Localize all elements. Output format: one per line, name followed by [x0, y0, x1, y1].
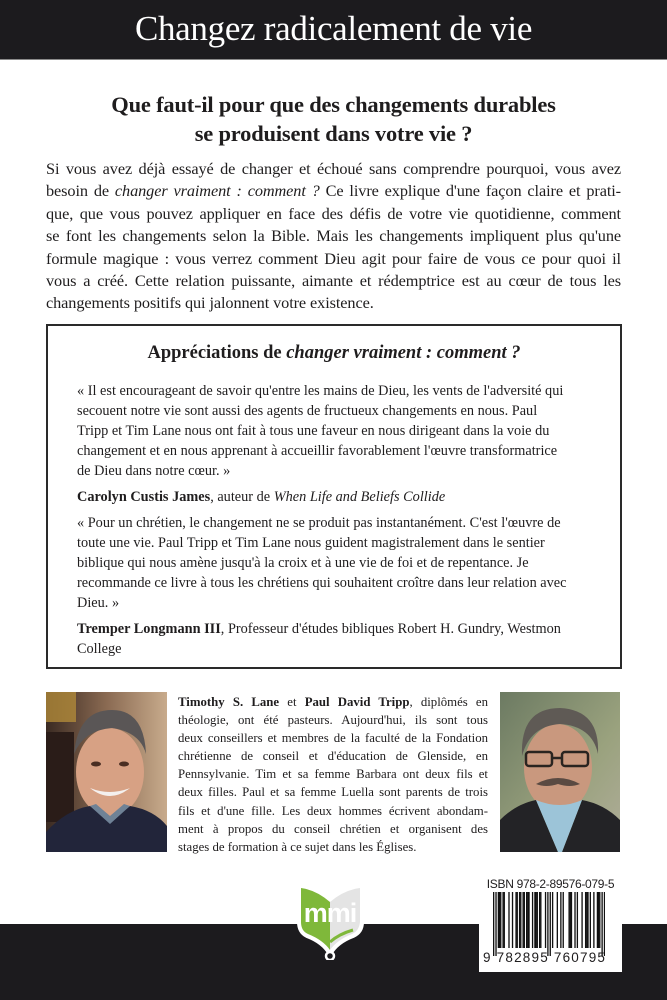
- barcode-bar: [512, 892, 513, 948]
- intro-paragraph: [46, 158, 621, 315]
- intro-line: que, que vous pouvez appliquer en face des défis de votre vie quotidienne, comment: [46, 203, 621, 223]
- barcode-bar: [552, 892, 553, 948]
- review-quote: [77, 513, 597, 659]
- ean-first-digit: 9: [483, 950, 492, 965]
- author-name-lane: Timothy S. Lane: [178, 695, 280, 709]
- barcode-bar: [547, 892, 548, 956]
- barcode-bar: [526, 892, 527, 948]
- barcode-bar: [550, 892, 551, 956]
- review-quote: [77, 381, 597, 507]
- barcode-bar: [508, 892, 509, 948]
- barcode-bar: [524, 892, 525, 948]
- barcode-bar: [571, 892, 572, 948]
- barcode-bar: [540, 892, 541, 948]
- intro-line: Si vous avez déjà essayé de changer et échoué sans comprendre pourquoi, vous avez: [46, 159, 621, 178]
- barcode-bar: [520, 892, 521, 948]
- review-attribution: [77, 487, 597, 507]
- open-book-leaf-icon: [293, 880, 368, 960]
- author-photo-tripp: [500, 692, 620, 852]
- barcode-bar: [537, 892, 538, 948]
- portrait-lane-icon: [46, 692, 167, 852]
- barcode-bar: [597, 892, 598, 948]
- review-line: toute une vie. Paul Tripp et Tim Lane nous guident magistralement dans le sentier: [77, 535, 545, 551]
- bio-text: et: [279, 695, 305, 709]
- barcode-bar: [519, 892, 520, 948]
- headline-line: Que faut-il pour que des changements durables: [111, 92, 556, 117]
- intro-line: formule magique : vous verrez comment Dieu agit pour faire de vous ce pour quoi il: [46, 248, 621, 268]
- review-line: « Pour un chrétien, le changement ne se produit pas instantanément. C'est l'œuvre de: [77, 515, 561, 531]
- barcode-bar: [590, 892, 591, 948]
- barcode-bar: [522, 892, 523, 948]
- bio-line: chrétienne de conseil et d'éducation de Glenside, en: [178, 749, 488, 764]
- reviewer-work: When Life and Beliefs Collide: [273, 489, 446, 505]
- publisher-logo: [293, 880, 368, 960]
- barcode-bar: [587, 892, 588, 948]
- cover-title: Changez radicalement de vie: [134, 9, 533, 48]
- barcode-bar: [539, 892, 540, 948]
- barcode-bar: [498, 892, 499, 948]
- ean-left-group: 782895: [496, 950, 549, 965]
- barcode-bar: [568, 892, 569, 948]
- headline: [40, 90, 627, 148]
- authors-bio: [178, 693, 488, 856]
- review-line: changement et en nous apprenant à accueillir favorablement l'œuvre transformatrice: [77, 443, 558, 459]
- barcode-bar: [560, 892, 561, 948]
- bio-line: deux filles. Paul et sa femme Luella sont parents de trois: [178, 785, 488, 800]
- reviewer-name: Tremper Longmann III: [77, 621, 221, 637]
- review-line: Tripp et Tim Lane nous ont fait à tous une faveur en nous dirigeant dans la voie du: [77, 423, 550, 439]
- review-line: biblique qui nous amène jusqu'à la croix et à une vie de foi et de repentance. Je: [77, 555, 529, 571]
- bio-line: théologie, ont été pasteurs. Aujourd'hui, ils sont tous: [178, 713, 488, 728]
- top-title-band: [0, 0, 667, 60]
- bio-line: fils et d'une fille. Les deux hommes écrivent abondam-: [178, 803, 488, 818]
- bio-text: , diplômés en: [409, 695, 489, 709]
- barcode-bar: [502, 892, 503, 948]
- book-title-italic: changer vraiment : comment ?: [114, 181, 320, 201]
- reviewer-name: Carolyn Custis James: [77, 489, 211, 505]
- review-line: secouent notre vie sont aussi des agents de fructueux changements en nous. Paul: [77, 403, 538, 419]
- barcode-bar: [545, 892, 546, 948]
- intro-line: vous a créé. Cette relation puissante, aimante et rédemptrice est au cœur de tous les: [46, 271, 621, 291]
- barcode-bar: [504, 892, 505, 948]
- reviews-title: [48, 343, 620, 364]
- barcode-bar: [500, 892, 501, 948]
- barcode-bar: [598, 892, 599, 948]
- review-line: « Il est encourageant de savoir qu'entre les mains de Dieu, les vents de l'adversité qui: [77, 383, 564, 399]
- review-attribution: [77, 619, 597, 659]
- barcode-bar: [585, 892, 586, 948]
- barcode-bar: [535, 892, 536, 948]
- bio-line: deux conseillers et membres de la faculté de la Fondation: [178, 731, 488, 746]
- barcode-bar: [499, 892, 500, 948]
- barcode-bar: [586, 892, 587, 948]
- barcode-bar: [574, 892, 575, 948]
- barcode-bar: [493, 892, 494, 956]
- author-photo-lane: [46, 692, 167, 852]
- isbn-label: ISBN 978-2-89576-079-5: [486, 877, 615, 891]
- barcode-bars: [493, 892, 605, 956]
- bio-line: [178, 693, 488, 711]
- ean-digits: [483, 950, 621, 965]
- author-name-tripp: Paul David Tripp: [304, 695, 410, 709]
- barcode-bar: [581, 892, 582, 948]
- barcode-bar: [557, 892, 558, 948]
- intro-line: besoin de changer vraiment : comment ? Ce livre explique d'une façon claire et prati-: [46, 181, 621, 201]
- barcode-bar: [593, 892, 594, 948]
- review-line: recommande ce livre à tous les chrétiens qui souhaitent croître dans leur relation avec: [77, 575, 567, 591]
- portrait-tripp-icon: [500, 692, 620, 852]
- bio-line: Pennsylvanie. Tim et sa femme Barbara ont deux fils et: [178, 767, 488, 782]
- reviews-box: [46, 324, 622, 669]
- reviewer-role: , auteur de: [210, 489, 274, 505]
- barcode-bar: [534, 892, 535, 948]
- reviewer-role: , Professeur d'études bibliques Robert H. Gundry, Westmon: [220, 621, 561, 637]
- barcode-bar: [495, 892, 496, 956]
- barcode-bar: [527, 892, 528, 948]
- reviews-title-book: changer vraiment : comment ?: [286, 343, 521, 363]
- barcode-bar: [601, 892, 602, 956]
- review-line: de Dieu dans notre cœur. »: [77, 463, 231, 479]
- isbn-barcode: [479, 872, 622, 972]
- barcode-bar: [599, 892, 600, 948]
- svg-text:mmi: mmi: [303, 898, 357, 928]
- intro-line: changements positifs qui jalonnent votre existence.: [46, 293, 374, 313]
- bio-line: stages de formation à ce sujet dans les Églises.: [178, 839, 417, 854]
- intro-line: se font les changements selon la Bible. Mais les changements impliquent plus qu'une: [46, 226, 621, 246]
- reviewer-role-line: College: [77, 641, 122, 657]
- bio-line: ment à propos du conseil chrétien et organisent des: [178, 821, 488, 836]
- barcode-bar: [532, 892, 533, 948]
- review-line: Dieu. »: [77, 595, 120, 611]
- barcode-bar: [563, 892, 564, 948]
- barcode-bar: [528, 892, 529, 948]
- barcode-bar: [515, 892, 516, 948]
- headline-line: se produisent dans votre vie ?: [194, 121, 473, 146]
- reviews-title-prefix: Appréciations de: [147, 343, 287, 363]
- barcode-bar: [570, 892, 571, 948]
- barcode-bar: [604, 892, 605, 956]
- barcode-bar: [577, 892, 578, 948]
- ean-right-group: 760795: [553, 950, 607, 965]
- barcode-bar: [517, 892, 518, 948]
